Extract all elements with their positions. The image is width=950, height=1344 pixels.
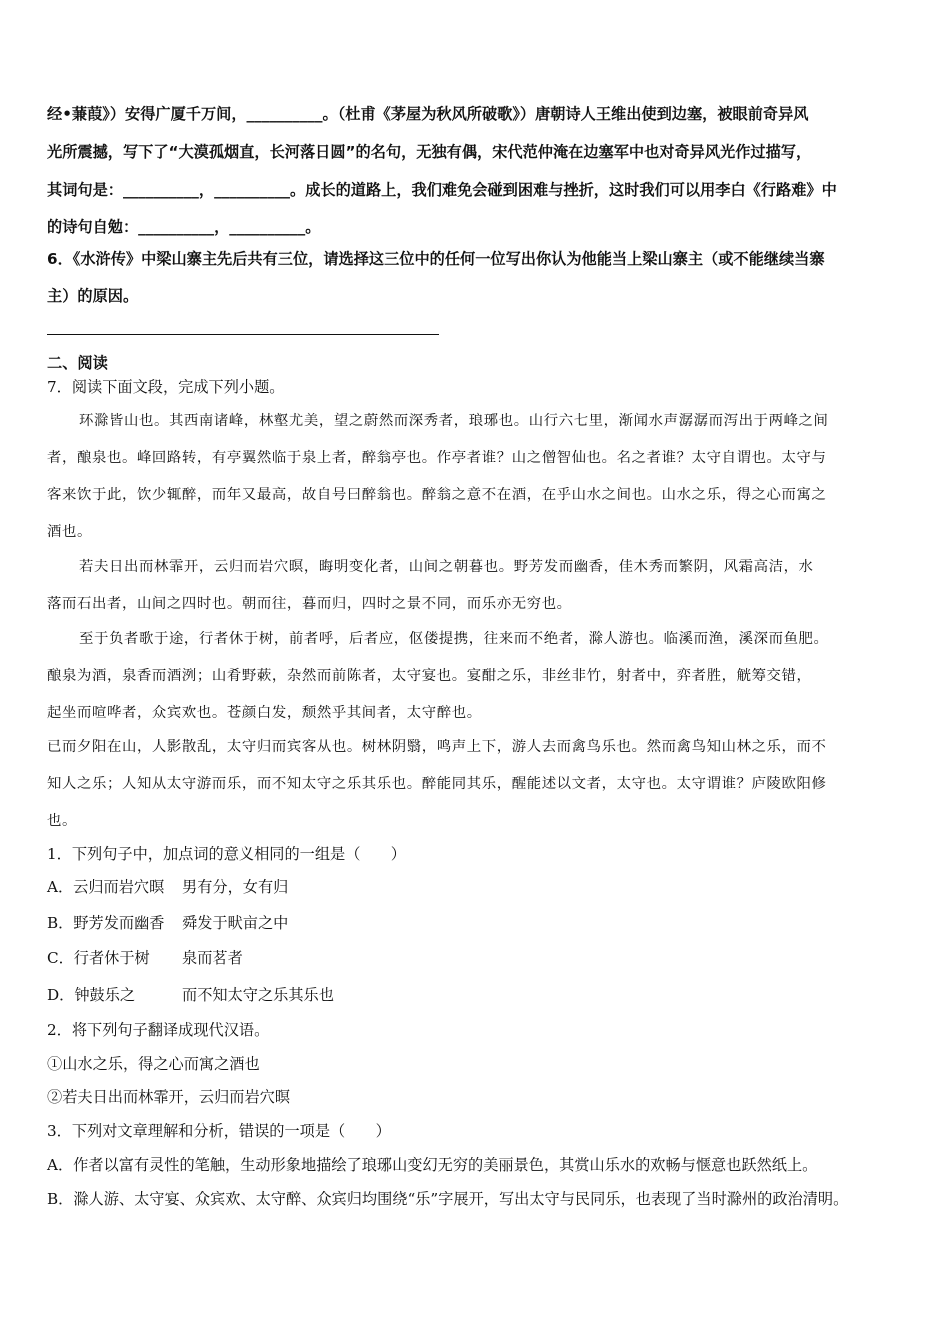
q5-line-4: 的诗句自勉：__________，__________。: [47, 218, 321, 236]
option-label: B．野芳发而幽香: [47, 914, 165, 932]
option-label: C．行者休于树: [47, 949, 150, 967]
sub-q2-item-1: ①山水之乐，得之心而寓之酒也: [47, 1055, 260, 1073]
passage-p4-line-1: 已而夕阳在山，人影散乱，太守归而宾客从也。树林阴翳，鸣声上下，游人去而禽鸟乐也。然而禽鸟知山林之乐，而不: [47, 739, 827, 755]
option-pair: 而不知太守之乐其乐也: [182, 986, 334, 1004]
option-label: A．云归而岩穴暝: [47, 878, 165, 896]
option-pair: 男有分，女有归: [182, 878, 289, 896]
passage-p1-line-1: 环滁皆山也。其西南诸峰，林壑尤美，望之蔚然而深秀者，琅琊也。山行六七里，渐闻水声潺潺而泻出于两峰之间: [79, 413, 829, 429]
sub-q1-option-b: [47, 913, 288, 933]
q5-line-1: 经•蒹葭》）安得广厦千万间，__________。（杜甫《茅屋为秋风所破歌》）唐朝诗人王维出使到边塞，被眼前奇异风: [47, 105, 809, 123]
passage-p1-line-4: 酒也。: [47, 524, 92, 540]
sub-q3-option-b: B．滁人游、太守宴、众宾欢、太守醉、众宾归均围绕“乐”字展开，写出太守与民同乐，也表现了当时滁州的政治清明。: [47, 1190, 849, 1208]
sub-q1-option-d: [47, 985, 334, 1005]
passage-p1-line-3: 客来饮于此，饮少辄醉，而年又最高，故自号曰醉翁也。醉翁之意不在酒，在乎山水之间也。山水之乐，得之心而寓之: [47, 487, 827, 503]
passage-p1-line-2: 者，酿泉也。峰回路转，有亭翼然临于泉上者，醉翁亭也。作亭者谁？山之僧智仙也。名之者谁？太守自谓也。太守与: [47, 450, 827, 466]
sub-q1-option-a: [47, 877, 288, 897]
q5-line-2: 光所震撼，写下了“大漠孤烟直，长河落日圆”的名句，无独有偶，宋代范仲淹在边塞军中也对奇异风光作过描写，: [47, 143, 812, 161]
passage-p3-line-1: 至于负者歌于途，行者休于树，前者呼，后者应，伛偻提携，往来而不绝者，滁人游也。临溪而渔，溪深而鱼肥。: [79, 631, 829, 647]
passage-p4-line-3: 也。: [47, 813, 77, 829]
passage-p2-line-1: 若夫日出而林霏开，云归而岩穴暝，晦明变化者，山间之朝暮也。野芳发而幽香，佳木秀而繁阴，风霜高洁，水: [79, 559, 814, 575]
section-heading: 二、阅读: [47, 354, 108, 372]
q7-intro: 7．阅读下面文段，完成下列小题。: [47, 378, 285, 396]
passage-p4-line-2: 知人之乐；人知从太守游而乐，而不知太守之乐其乐也。醉能同其乐，醒能述以文者，太守也。太守谓谁？庐陵欧阳修: [47, 776, 827, 792]
sub-q3-option-a: A．作者以富有灵性的笔触，生动形象地描绘了琅琊山变幻无穷的美丽景色，其赏山乐水的欢畅与惬意也跃然纸上。: [47, 1156, 818, 1174]
passage-p2-line-2: 落而石出者，山间之四时也。朝而往，暮而归，四时之景不同，而乐亦无穷也。: [47, 596, 572, 612]
q6-answer-line: [47, 334, 439, 335]
q6-line-1: 6．《水浒传》中梁山寨主先后共有三位，请选择这三位中的任何一位写出你认为他能当上梁山寨主（或不能继续当寨: [47, 250, 825, 268]
sub-q3-stem: 3．下列对文章理解和分析，错误的一项是（ ）: [47, 1122, 391, 1140]
sub-q1-stem: 1．下列句子中，加点词的意义相同的一组是（ ）: [47, 845, 406, 863]
sub-q1-option-c: [47, 948, 243, 968]
passage-p3-line-2: 酿泉为酒，泉香而酒洌；山肴野蔌，杂然而前陈者，太守宴也。宴酣之乐，非丝非竹，射者中，弈者胜，觥筹交错，: [47, 668, 812, 684]
q5-line-3: 其词句是：__________，__________。成长的道路上，我们难免会碰到困难与挫折，这时我们可以用李白《行路难》中: [47, 181, 837, 199]
passage-p3-line-3: 起坐而喧哗者，众宾欢也。苍颜白发，颓然乎其间者，太守醉也。: [47, 705, 482, 721]
sub-q2-item-2: ②若夫日出而林霏开，云归而岩穴暝: [47, 1088, 290, 1106]
option-label: D．钟鼓乐之: [47, 986, 136, 1004]
option-pair: 泉而茗者: [182, 949, 243, 967]
q6-line-2: 主）的原因。: [47, 287, 139, 305]
option-pair: 舜发于畎亩之中: [182, 914, 289, 932]
sub-q2-stem: 2．将下列句子翻译成现代汉语。: [47, 1021, 270, 1039]
